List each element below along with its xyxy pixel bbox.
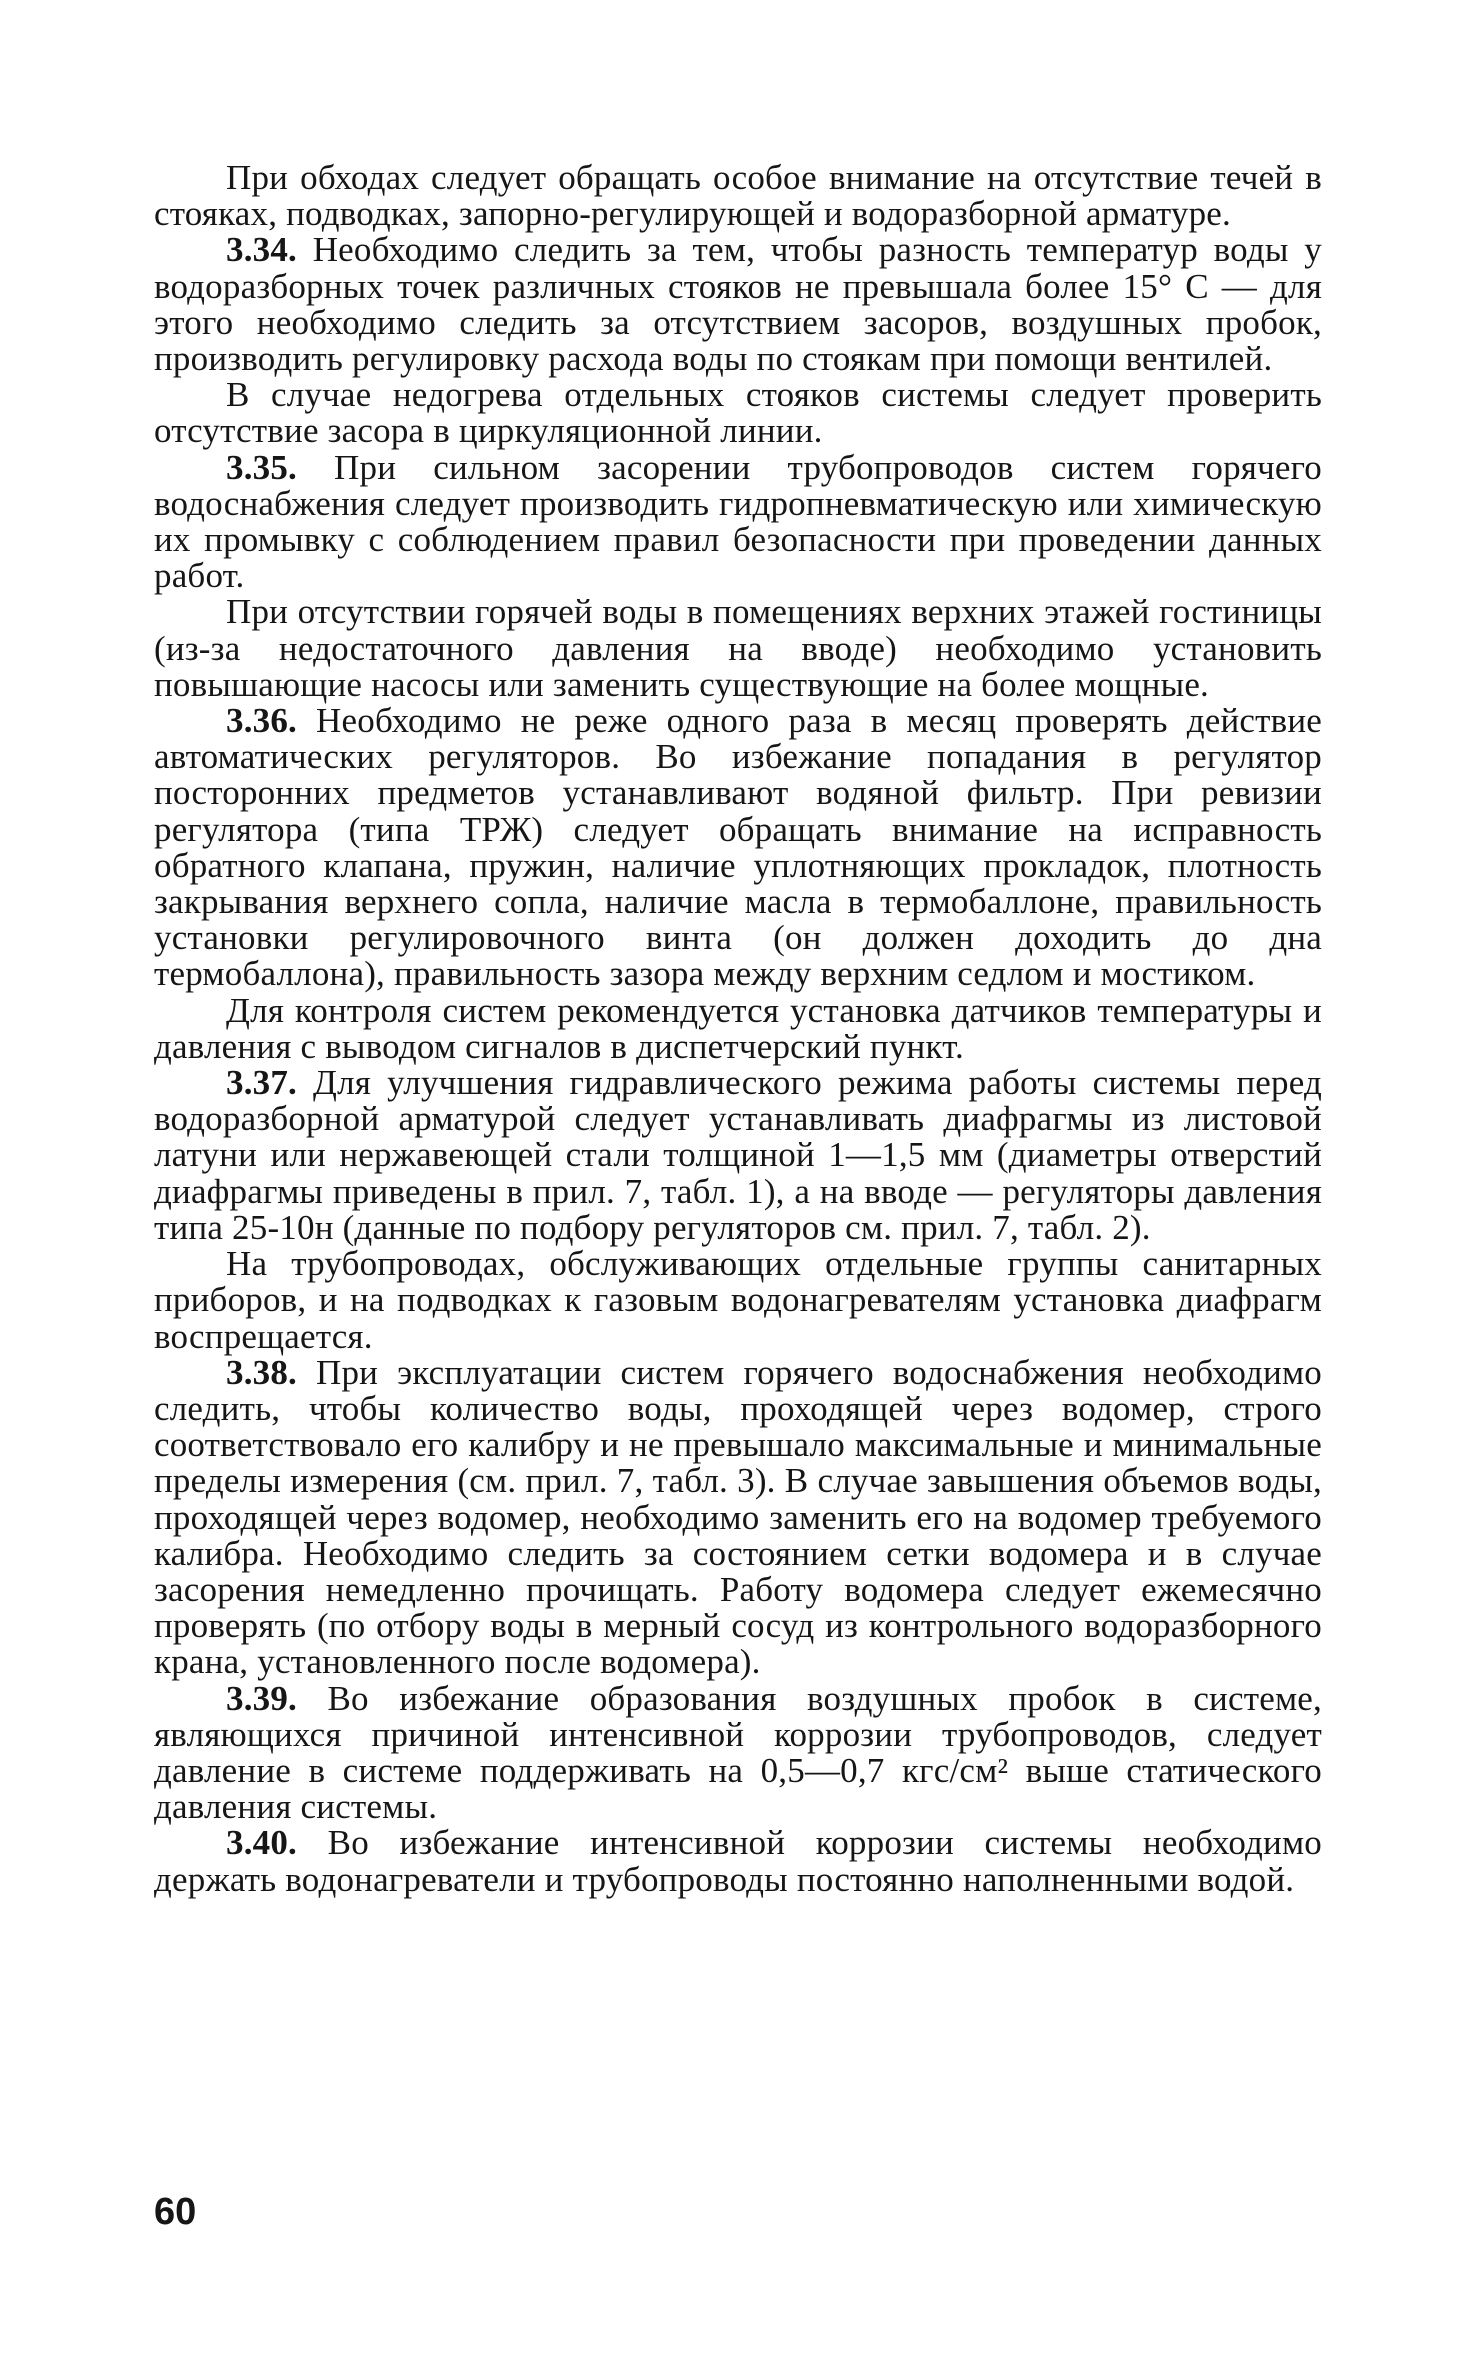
paragraph	[154, 1825, 1322, 1897]
paragraph	[154, 377, 1322, 449]
paragraph-text: Во избежание образования воздушных пробок в системе, являющихся причиной интенсивной коррозии трубопроводов, следует давление в системе поддерживать на 0,5—0,7 кгс/см² выше статического давления системы.	[154, 1678, 1322, 1827]
paragraph-number: 3.39.	[226, 1678, 297, 1718]
paragraph	[154, 232, 1322, 377]
paragraph	[154, 447, 1322, 596]
paragraph	[154, 703, 1322, 993]
paragraph-number: 3.34.	[226, 230, 297, 270]
paragraph-text: Для улучшения гидравлического режима работы системы перед водоразборной арматурой следует устанавливать диафрагмы из листовой латуни или нержавеющей стали толщиной 1—1,5 мм (диаметры отверстий диафрагмы приведены в прил. 7, табл. 1), а на вводе — регуляторы давления типа 25-10н (данные по подбору регуляторов см. прил. 7, табл. 2).	[154, 1063, 1322, 1247]
paragraph-number: 3.38.	[226, 1352, 297, 1392]
paragraph-text: При обходах следует обращать особое внимание на отсутствие течей в стояках, подводках, запорно-регулирующей и водоразборной арматуре.	[154, 158, 1322, 234]
paragraph-text: При сильном засорении трубопроводов систем горячего водоснабжения следует производить гидропневматическую или химическую их промывку с соблюдением правил безопасности при проведении данных работ.	[154, 447, 1322, 596]
paragraph	[154, 160, 1322, 232]
paragraph-text: При отсутствии горячей воды в помещениях верхних этажей гостиницы (из-за недостаточного давления на вводе) необходимо установить повышающие насосы или заменить существующие на более мощные.	[154, 592, 1322, 704]
paragraph	[154, 594, 1322, 703]
page-number: 60	[154, 2191, 197, 2233]
paragraph	[154, 1065, 1322, 1246]
paragraph-text: Необходимо следить за тем, чтобы разность температур воды у водоразборных точек различных стояков не превышала более 15° С — для этого необходимо следить за отсутствием засоров, воздушных пробок, производить регулировку расхода воды по стоякам при помощи вентилей.	[154, 230, 1322, 379]
paragraph-number: 3.36.	[226, 701, 297, 741]
paragraph-number: 3.37.	[226, 1063, 297, 1103]
paragraph-text: Для контроля систем рекомендуется установка датчиков температуры и давления с выводом сигналов в диспетчерский пункт.	[154, 990, 1322, 1066]
paragraph	[154, 1246, 1322, 1355]
paragraph-text: При эксплуатации систем горячего водоснабжения необходимо следить, чтобы количество воды, проходящей через водомер, строго соответствовало его калибру и не превышало максимальные и минимальные пределы измерения (см. прил. 7, табл. 3). В случае завышения объемов воды, проходящей через водомер, необходимо заменить его на водомер требуемого калибра. Необходимо следить за состоянием сетки водомера и в случае засорения немедленно прочищать. Работу водомера следует ежемесячно проверять (по отбору воды в мерный сосуд из контрольного водоразборного крана, установленного после водомера).	[154, 1352, 1322, 1682]
paragraph-text: На трубопроводах, обслуживающих отдельные группы санитарных приборов, и на подводках к газовым водонагревателям установка диафрагм воспрещается.	[154, 1244, 1322, 1356]
page-body	[154, 160, 1322, 1898]
paragraph	[154, 990, 1322, 1066]
paragraph-text: В случае недогрева отдельных стояков системы следует проверить отсутствие засора в циркуляционной линии.	[154, 375, 1322, 451]
paragraph	[154, 1678, 1322, 1827]
paragraph-number: 3.35.	[226, 447, 297, 487]
paragraph-number: 3.40.	[226, 1823, 297, 1863]
paragraph-text: Во избежание интенсивной коррозии системы необходимо держать водонагреватели и трубопроводы постоянно наполненными водой.	[154, 1823, 1322, 1899]
paragraph	[154, 1352, 1322, 1682]
paragraph-text: Необходимо не реже одного раза в месяц проверять действие автоматических регуляторов. Во избежание попадания в регулятор посторонних предметов устанавливают водяной фильтр. При ревизии регулятора (типа ТРЖ) следует обращать внимание на исправность обратного клапана, пружин, наличие уплотняющих прокладок, плотность закрывания верхнего сопла, наличие масла в термобаллоне, правильность установки регулировочного винта (он должен доходить до дна термобаллона), правильность зазора между верхним седлом и мостиком.	[154, 701, 1322, 994]
